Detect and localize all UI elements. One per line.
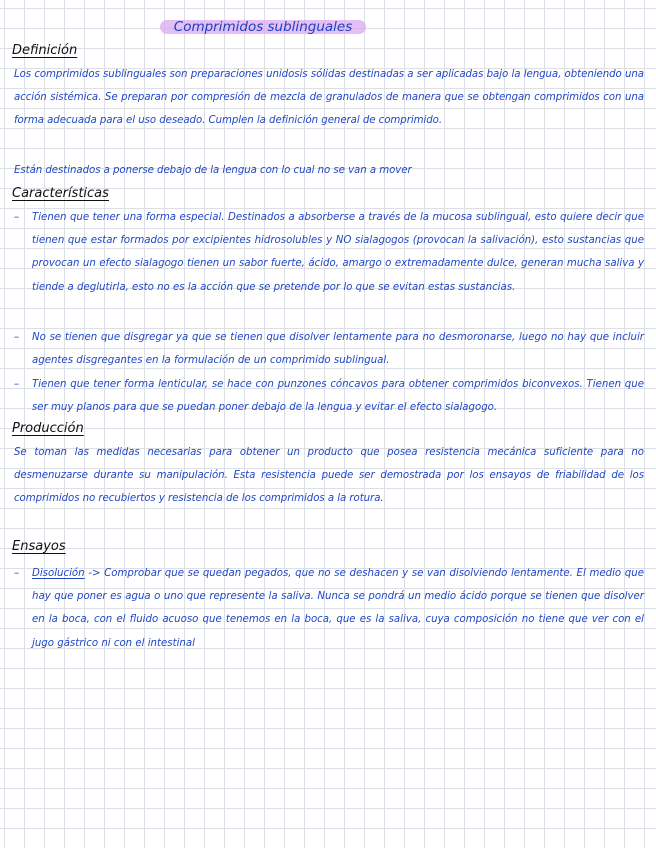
arrow-icon: ->	[88, 568, 101, 579]
caracteristica-item	[14, 206, 644, 299]
produccion-paragraph: Se toman las medidas necesarias para obtener un producto que posea resistencia mecánica suficiente para no desmenuzarse durante su manipulación. Esta resistencia puede ser demostrada por los ensayos de friabilidad de los comprimidos no recubiertos y resistencia de los comprimidos a la rotura.	[14, 447, 644, 505]
bullet-dash: –	[14, 332, 20, 343]
caracteristica-text: No se tienen que disgregar ya que se tienen que disolver lentamente para no desmoronarse, luego no hay que incluir agentes disgregantes en la formulación de un comprimido sublingual.	[32, 332, 644, 367]
caracteristica-text: Tienen que tener una forma especial. Destinados a absorberse a través de la mucosa sublingual, esto quiere decir que tienen que estar formados por excipientes hidrosolubles y NO sialagogos (provocan la salivación), esto sustancias que provocan un efecto sialagogo tienen un sabor fuerte, ácido, amargo o extremadamente dulce, generan mucha saliva y tiende a deglutirla, esto no es la acción que se pretende por lo que se evitan estas sustancias.	[32, 212, 644, 293]
ensayo-item	[14, 562, 644, 655]
bullet-dash: –	[14, 568, 20, 579]
definicion-note: Están destinados a ponerse debajo de la lengua con lo cual no se van a mover	[14, 165, 412, 176]
bullet-dash: –	[14, 379, 20, 390]
caracteristica-item	[14, 326, 644, 372]
bullet-dash: –	[14, 212, 20, 223]
heading-caracteristicas: Características	[12, 186, 109, 201]
page-title-text: Comprimidos sublinguales	[173, 19, 353, 35]
caracteristica-text: Tienen que tener forma lenticular, se hace con punzones cóncavos para obtener comprimidos biconvexos. Tienen que ser muy planos para que se puedan poner debajo de la lengua y evitar el efecto sialagogo.	[32, 379, 644, 414]
page-title	[160, 16, 366, 38]
caracteristica-item	[14, 373, 644, 419]
ensayo-text: Comprobar que se quedan pegados, que no se deshacen y se van disolviendo lentamente. El medio que hay que poner es agua o uno que represente la saliva. Nunca se pondrá un medio ácido porque se tienen que disolver en la boca, con el fluido acuoso que tenemos en la boca, que es la saliva, cuya composición no tiene que ver con el jugo gástrico ni con el intestinal	[32, 568, 644, 649]
heading-definicion: Definición	[12, 43, 78, 58]
heading-ensayos: Ensayos	[12, 539, 66, 554]
definicion-paragraph: Los comprimidos sublinguales son preparaciones unidosis sólidas destinadas a ser aplicadas bajo la lengua, obteniendo una acción sistémica. Se preparan por compresión de mezcla de granulados de manera que se obtengan comprimidos con una forma adecuada para el uso deseado. Cumplen la definición general de comprimido.	[14, 69, 644, 127]
heading-produccion: Producción	[12, 421, 84, 436]
ensayo-text-block	[32, 562, 644, 655]
ensayo-label: Disolución	[32, 568, 85, 579]
